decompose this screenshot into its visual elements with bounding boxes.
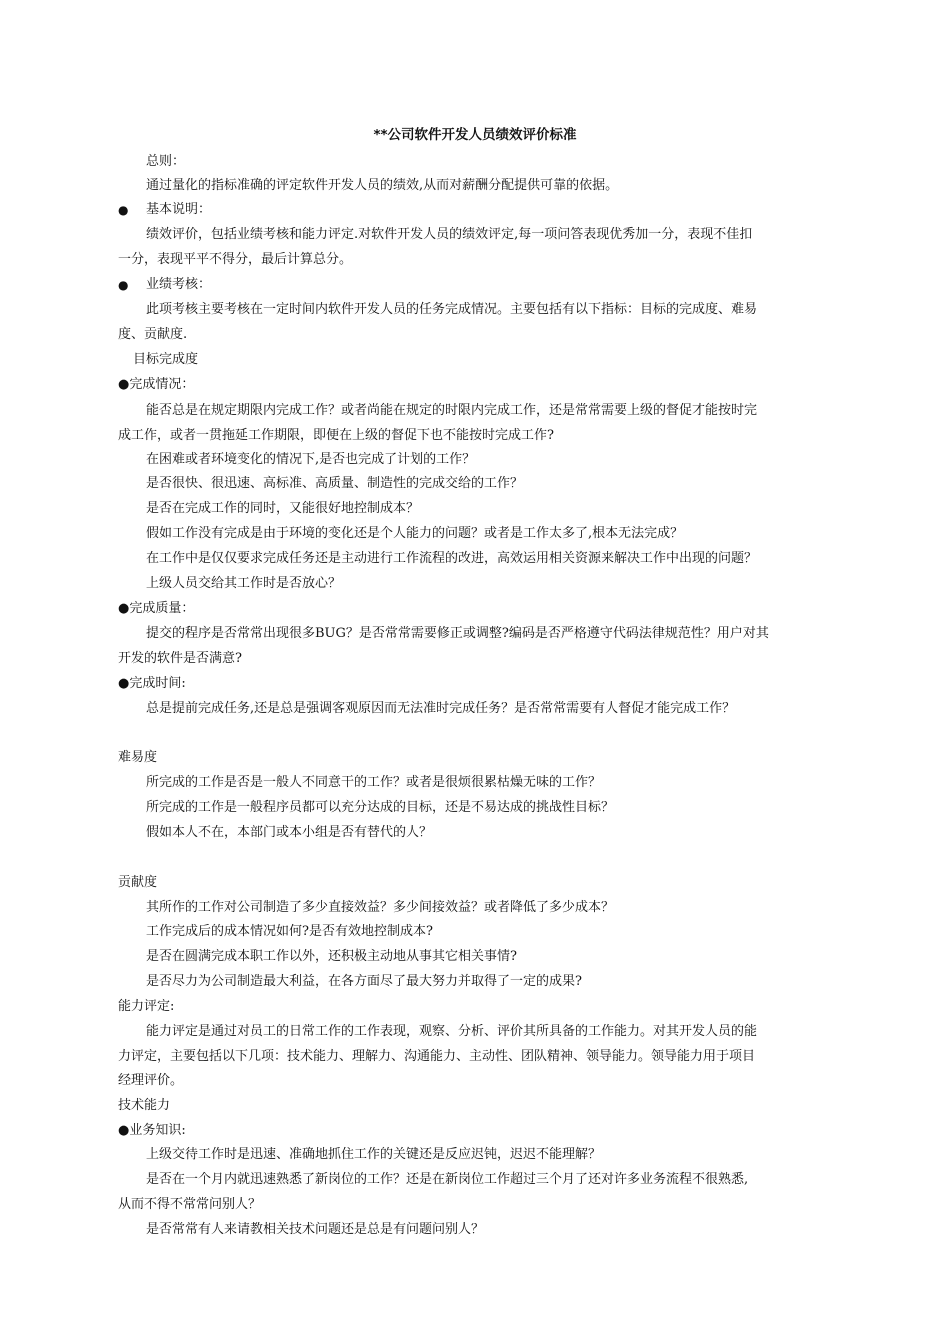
bullet-icon: ● <box>118 278 129 292</box>
ability-text-line: 经理评价。 <box>118 1073 184 1088</box>
business-question: 从而不得不常常问别人？ <box>118 1197 262 1212</box>
completion-question: 假如工作没有完成是由于环境的变化还是个人能力的问题？或者是工作太多了,根本无法完成？ <box>146 526 684 541</box>
completion-question: 是否很快、很迅速、高标准、高质量、制造性的完成交给的工作？ <box>146 476 524 491</box>
difficulty-question: 所完成的工作是一般程序员都可以充分达成的目标，还是不易达成的挑战性目标？ <box>146 800 615 815</box>
difficulty-question: 所完成的工作是否是一般人不同意干的工作？或者是很烦很累枯燥无味的工作？ <box>146 775 602 790</box>
completion-question: 上级人员交给其工作时是否放心？ <box>146 576 342 591</box>
general-heading: 总则： <box>146 154 186 169</box>
document-title: **公司软件开发人员绩效评价标准 <box>373 127 577 143</box>
business-question: 是否常常有人来请教相关技术问题还是总是有问题问别人？ <box>146 1222 485 1237</box>
quality-heading: ●完成质量： <box>118 601 195 616</box>
difficulty-question: 假如本人不在，本部门或本小组是否有替代的人？ <box>146 825 433 840</box>
completion-question: 能否总是在规定期限内完成工作？或者尚能在规定的时限内完成工作，还是常常需要上级的督促才能按时完 <box>146 403 758 418</box>
contribution-question: 工作完成后的成本情况如何?是否有效地控制成本? <box>146 924 433 939</box>
contribution-question: 是否在圆满完成本职工作以外，还积极主动地从事其它相关事情? <box>146 949 517 964</box>
completion-question: 在困难或者环境变化的情况下,是否也完成了计划的工作？ <box>146 452 476 467</box>
performance-text-line: 度、贡献度. <box>118 327 188 342</box>
completion-question: 成工作，或者一贯拖延工作期限，即便在上级的督促下也不能按时完成工作? <box>118 428 554 443</box>
ability-text-line: 力评定，主要包括以下几项：技术能力、理解力、沟通能力、主动性、团队精神、领导能力。领导能力用于项目 <box>118 1049 756 1064</box>
general-text: 通过量化的指标准确的评定软件开发人员的绩效,从而对薪酬分配提供可靠的依据。 <box>146 178 619 193</box>
quality-text-line: 开发的软件是否满意? <box>118 651 242 666</box>
time-text-line: 总是提前完成任务,还是总是强调客观原因而无法准时完成任务？是否常常需要有人督促才能完成工作？ <box>146 701 736 716</box>
contribution-question: 是否尽力为公司制造最大利益，在各方面尽了最大努力并取得了一定的成果? <box>146 974 582 989</box>
contribution-heading: 贡献度 <box>118 875 158 890</box>
target-heading: 目标完成度 <box>133 352 199 367</box>
time-heading: ●完成时间: <box>118 676 186 691</box>
difficulty-heading: 难易度 <box>118 750 158 765</box>
basic-text-line: 一分，表现平平不得分，最后计算总分。 <box>118 252 353 267</box>
ability-text-line: 能力评定是通过对员工的日常工作的工作表现，观察、分析、评价其所具备的工作能力。对其开发人员的能 <box>146 1024 758 1039</box>
basic-text-line: 绩效评价，包括业绩考核和能力评定.对软件开发人员的绩效评定,每一项问答表现优秀加一分，表现不佳扣 <box>146 227 753 242</box>
completion-question: 在工作中是仅仅要求完成任务还是主动进行工作流程的改进，高效运用相关资源来解决工作中出现的问题？ <box>146 551 758 566</box>
completion-heading: ●完成情况： <box>118 377 195 392</box>
bullet-icon: ● <box>118 203 129 217</box>
completion-question: 是否在完成工作的同时，又能很好地控制成本？ <box>146 501 420 516</box>
quality-text-line: 提交的程序是否常常出现很多BUG？是否常常需要修正或调整?编码是否严格遵守代码法律规范性？用户对其 <box>146 626 769 641</box>
business-heading: ●业务知识: <box>118 1123 186 1138</box>
business-question: 是否在一个月内就迅速熟悉了新岗位的工作？还是在新岗位工作超过三个月了还对许多业务流程不很熟悉, <box>146 1172 749 1187</box>
contribution-question: 其所作的工作对公司制造了多少直接效益？多少间接效益？或者降低了多少成本？ <box>146 900 615 915</box>
performance-text-line: 此项考核主要考核在一定时间内软件开发人员的任务完成情况。主要包括有以下指标：目标的完成度、难易 <box>146 302 758 317</box>
tech-heading: 技术能力 <box>118 1098 171 1113</box>
performance-heading: 业绩考核： <box>146 277 212 292</box>
business-question: 上级交待工作时是迅速、准确地抓住工作的关键还是反应迟钝，迟迟不能理解？ <box>146 1147 602 1162</box>
ability-heading: 能力评定: <box>118 999 175 1014</box>
basic-heading: 基本说明： <box>146 202 212 217</box>
